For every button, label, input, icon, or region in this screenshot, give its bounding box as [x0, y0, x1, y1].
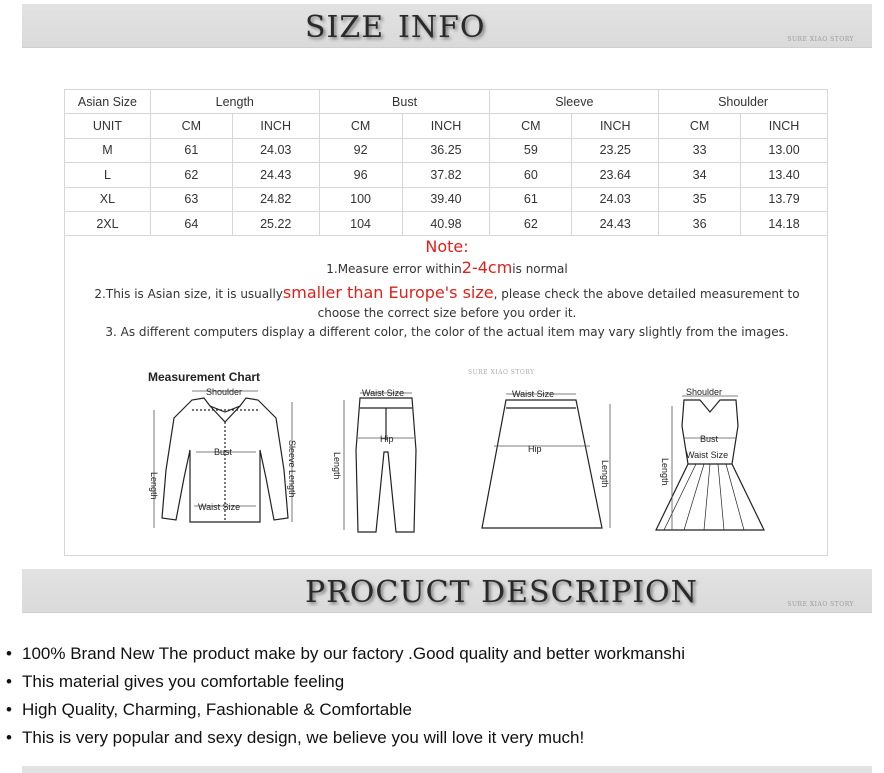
shirt-sleeve-label: Sleeve Length — [287, 440, 297, 498]
table-cell: 39.40 — [402, 187, 490, 211]
table-cell: 13.40 — [741, 163, 828, 187]
table-row — [65, 187, 828, 211]
table-cell: 14.18 — [741, 211, 828, 235]
unit-cell: UNIT — [65, 114, 151, 138]
header-bust: Bust — [319, 90, 490, 114]
description-title: PROCUCT DESCRIPION — [305, 575, 698, 610]
unit-cell: INCH — [402, 114, 490, 138]
note-line-2-highlight: smaller than Europe's size — [282, 283, 494, 302]
size-table — [64, 89, 828, 236]
unit-cell: INCH — [232, 114, 319, 138]
bullet-icon: • — [6, 700, 12, 719]
table-cell: 61 — [490, 187, 572, 211]
list-item-text: 100% Brand New The product make by our factory .Good quality and better workmanshi — [22, 644, 686, 663]
size-table-header-row — [65, 90, 828, 114]
shirt-waist-label: Waist Size — [198, 502, 241, 512]
table-row — [65, 163, 828, 187]
table-cell: 24.43 — [572, 211, 659, 235]
header-length: Length — [150, 90, 319, 114]
table-cell: 24.43 — [232, 163, 319, 187]
table-cell: 24.03 — [232, 138, 319, 162]
pants-arrows — [344, 393, 414, 530]
table-cell: 100 — [319, 187, 402, 211]
table-cell: 40.98 — [402, 211, 490, 235]
table-cell: 34 — [659, 163, 741, 187]
list-item — [6, 727, 685, 755]
note-line-2-c: , please check the above detailed measurement to — [493, 287, 800, 301]
pants-waist-label: Waist Size — [362, 388, 405, 398]
unit-cell: CM — [490, 114, 572, 138]
dress-bust-label: Bust — [700, 434, 719, 444]
note-line-1-c: is normal — [512, 262, 568, 276]
note-line-1 — [65, 258, 829, 279]
table-cell: 62 — [490, 211, 572, 235]
note-line-2-cont: choose the correct size before you order it. — [317, 306, 577, 320]
table-cell: 60 — [490, 163, 572, 187]
skirt-hip-label: Hip — [528, 444, 542, 454]
table-cell: 64 — [150, 211, 232, 235]
description-banner — [22, 569, 872, 613]
dress-shoulder-label: Shoulder — [686, 387, 723, 397]
list-item — [6, 671, 685, 699]
bullet-icon: • — [6, 644, 12, 663]
table-row — [65, 211, 828, 235]
table-cell: 36.25 — [402, 138, 490, 162]
notes-section — [65, 236, 829, 342]
table-cell: 23.25 — [572, 138, 659, 162]
measurement-chart-title: Measurement Chart — [148, 370, 261, 384]
header-asian-size: Asian Size — [65, 90, 151, 114]
list-item — [6, 643, 685, 671]
table-cell: 13.79 — [741, 187, 828, 211]
table-cell: 35 — [659, 187, 741, 211]
list-item-text: This is very popular and sexy design, we believe you will love it very much! — [22, 728, 585, 747]
pants-drawing — [356, 398, 416, 532]
table-cell: 24.03 — [572, 187, 659, 211]
measurement-chart — [144, 360, 824, 540]
table-row — [65, 138, 828, 162]
shirt-shoulder-label: Shoulder — [206, 387, 243, 397]
dress-waist-label: Waist Size — [686, 450, 729, 460]
table-cell: 24.82 — [232, 187, 319, 211]
unit-cell: CM — [150, 114, 232, 138]
table-cell: 63 — [150, 187, 232, 211]
table-cell: 96 — [319, 163, 402, 187]
table-cell: XL — [65, 187, 151, 211]
table-cell: 37.82 — [402, 163, 490, 187]
measurement-chart-watermark: SURE XIAO STORY — [468, 369, 535, 376]
measurement-drawings — [144, 360, 824, 540]
dress-arrows — [672, 396, 738, 530]
list-item-text: This material gives you comfortable feeling — [22, 672, 345, 691]
pants-length-label: Length — [332, 452, 342, 480]
header-shoulder: Shoulder — [659, 90, 828, 114]
table-cell: 104 — [319, 211, 402, 235]
bullet-icon: • — [6, 672, 12, 691]
size-table-unit-row — [65, 114, 828, 138]
size-info-title-right: INFO — [398, 10, 486, 45]
table-cell: L — [65, 163, 151, 187]
table-cell: 92 — [319, 138, 402, 162]
note-title: Note: — [425, 237, 469, 256]
unit-cell: CM — [319, 114, 402, 138]
list-item — [6, 699, 685, 727]
size-info-watermark: SURE XIAO STORY — [787, 36, 854, 43]
skirt-length-label: Length — [600, 460, 610, 488]
table-cell: 62 — [150, 163, 232, 187]
shirt-bust-label: Bust — [214, 447, 233, 457]
header-sleeve: Sleeve — [490, 90, 659, 114]
table-cell: 33 — [659, 138, 741, 162]
bullet-icon: • — [6, 728, 12, 747]
skirt-arrows — [494, 394, 610, 528]
description-watermark: SURE XIAO STORY — [787, 601, 854, 608]
note-line-3: 3. As different computers display a different color, the color of the actual item may vary slightly from the images. — [105, 325, 789, 339]
skirt-waist-label: Waist Size — [512, 389, 555, 399]
table-cell: 13.00 — [741, 138, 828, 162]
shirt-length-label: Length — [149, 472, 159, 500]
note-line-2-a: 2.This is Asian size, it is usually — [94, 287, 283, 301]
table-cell: 25.22 — [232, 211, 319, 235]
skirt-drawing — [482, 400, 602, 528]
pants-hip-label: Hip — [380, 434, 394, 444]
table-cell: 2XL — [65, 211, 151, 235]
description-list — [6, 643, 685, 755]
note-line-1-highlight: 2-4cm — [461, 258, 513, 277]
size-info-title-left: SIZE — [305, 10, 385, 45]
unit-cell: INCH — [572, 114, 659, 138]
table-cell: M — [65, 138, 151, 162]
table-cell: 23.64 — [572, 163, 659, 187]
table-cell: 61 — [150, 138, 232, 162]
bottom-divider — [22, 766, 872, 773]
size-info-banner — [22, 4, 872, 48]
list-item-text: High Quality, Charming, Fashionable & Comfortable — [22, 700, 412, 719]
dress-length-label: Length — [660, 458, 670, 486]
table-cell: 36 — [659, 211, 741, 235]
unit-cell: INCH — [741, 114, 828, 138]
note-line-1-a: 1.Measure error within — [326, 262, 462, 276]
table-cell: 59 — [490, 138, 572, 162]
unit-cell: CM — [659, 114, 741, 138]
note-line-2 — [65, 283, 829, 304]
